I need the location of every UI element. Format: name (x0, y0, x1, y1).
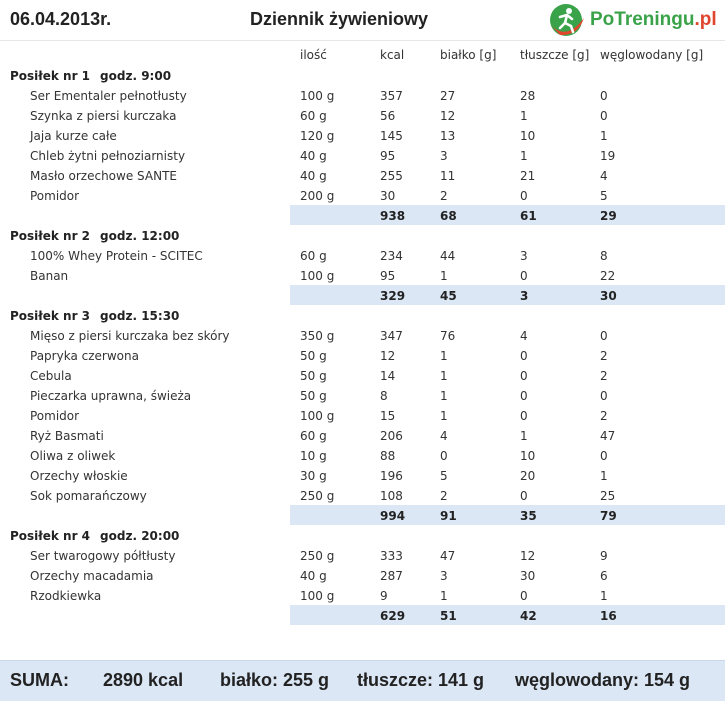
food-carbs: 0 (600, 449, 608, 463)
food-name: Sok pomarańczowy (30, 489, 147, 503)
table-row (0, 325, 725, 345)
food-protein: 27 (440, 89, 456, 103)
food-kcal: 95 (380, 269, 396, 283)
food-qty: 60 g (300, 429, 327, 443)
food-protein: 47 (440, 549, 456, 563)
total-kcal: 329 (380, 289, 406, 303)
total-protein: 91 (440, 509, 457, 523)
food-fat: 0 (520, 389, 528, 403)
food-protein: 1 (440, 269, 448, 283)
food-kcal: 357 (380, 89, 403, 103)
food-carbs: 0 (600, 389, 608, 403)
total-fat: 42 (520, 609, 537, 623)
food-kcal: 30 (380, 189, 396, 203)
total-protein: 68 (440, 209, 457, 223)
table-row (0, 145, 725, 165)
food-carbs: 2 (600, 369, 608, 383)
table-row (0, 405, 725, 425)
food-qty: 100 g (300, 269, 335, 283)
food-protein: 12 (440, 109, 456, 123)
food-name: Cebula (30, 369, 72, 383)
food-qty: 50 g (300, 369, 327, 383)
meal-header: Posiłek nr 2 godz. 12:00 (10, 229, 180, 243)
total-kcal: 994 (380, 509, 406, 523)
food-carbs: 1 (600, 129, 608, 143)
food-protein: 44 (440, 249, 456, 263)
food-kcal: 255 (380, 169, 403, 183)
food-qty: 100 g (300, 409, 335, 423)
table-row (0, 85, 725, 105)
food-qty: 250 g (300, 549, 335, 563)
summary-label: SUMA: (10, 670, 69, 690)
food-name: Pomidor (30, 189, 80, 203)
food-kcal: 196 (380, 469, 403, 483)
food-name: Orzechy macadamia (30, 569, 154, 583)
food-protein: 1 (440, 589, 448, 603)
food-kcal: 12 (380, 349, 396, 363)
food-carbs: 2 (600, 409, 608, 423)
food-fat: 0 (520, 369, 528, 383)
food-carbs: 0 (600, 109, 608, 123)
food-name: Ser twarogowy półtłusty (30, 549, 176, 563)
total-kcal: 938 (380, 209, 406, 223)
potreningu-logo[interactable] (548, 2, 717, 38)
food-fat: 0 (520, 189, 528, 203)
food-carbs: 4 (600, 169, 608, 183)
food-protein: 1 (440, 369, 448, 383)
food-fat: 0 (520, 489, 528, 503)
food-name: Ryż Basmati (30, 429, 104, 443)
food-kcal: 56 (380, 109, 396, 123)
food-kcal: 333 (380, 549, 403, 563)
header (0, 0, 725, 41)
food-protein: 3 (440, 569, 448, 583)
food-qty: 30 g (300, 469, 327, 483)
table-row (0, 245, 725, 265)
food-kcal: 108 (380, 489, 403, 503)
meal-header: Posiłek nr 1 godz. 9:00 (10, 69, 172, 83)
food-carbs: 19 (600, 149, 616, 163)
table-row (0, 365, 725, 385)
food-name: Masło orzechowe SANTE (30, 169, 177, 183)
summary-kcal: 2890 kcal (103, 670, 184, 690)
food-qty: 10 g (300, 449, 327, 463)
food-name: Szynka z piersi kurczaka (30, 109, 177, 123)
food-carbs: 2 (600, 349, 608, 363)
food-fat: 10 (520, 129, 536, 143)
meal-total-row (290, 205, 725, 225)
food-fat: 12 (520, 549, 536, 563)
food-name: Pieczarka uprawna, świeża (30, 389, 192, 403)
food-name: 100% Whey Protein - SCITEC (30, 249, 203, 263)
food-qty: 40 g (300, 569, 327, 583)
food-name: Rzodkiewka (30, 589, 102, 603)
food-kcal: 9 (380, 589, 388, 603)
column-header-qty: ilość (300, 48, 327, 62)
meal-total-row (290, 505, 725, 525)
total-carbs: 79 (600, 509, 617, 523)
food-kcal: 8 (380, 389, 388, 403)
column-header-fat: tłuszcze [g] (520, 48, 590, 62)
food-carbs: 25 (600, 489, 616, 503)
food-kcal: 95 (380, 149, 396, 163)
table-row (0, 185, 725, 205)
table-row (0, 265, 725, 285)
total-carbs: 16 (600, 609, 617, 623)
food-carbs: 1 (600, 469, 608, 483)
meal-total-row (290, 285, 725, 305)
column-header-kcal: kcal (380, 48, 405, 62)
food-name: Banan (30, 269, 69, 283)
food-name: Jaja kurze całe (30, 129, 117, 143)
food-qty: 100 g (300, 589, 335, 603)
food-protein: 13 (440, 129, 456, 143)
food-carbs: 8 (600, 249, 608, 263)
food-qty: 250 g (300, 489, 335, 503)
food-carbs: 9 (600, 549, 608, 563)
food-qty: 50 g (300, 349, 327, 363)
total-fat: 3 (520, 289, 529, 303)
food-protein: 0 (440, 449, 448, 463)
food-name: Orzechy włoskie (30, 469, 128, 483)
food-qty: 60 g (300, 109, 327, 123)
summary-carbs: węglowodany: 154 g (515, 670, 691, 690)
table-row (0, 385, 725, 405)
meal-total-row (290, 605, 725, 625)
total-kcal: 629 (380, 609, 406, 623)
food-protein: 2 (440, 189, 448, 203)
summary-fat: tłuszcze: 141 g (357, 670, 485, 690)
food-qty: 60 g (300, 249, 327, 263)
food-qty: 200 g (300, 189, 335, 203)
food-qty: 40 g (300, 169, 327, 183)
total-fat: 35 (520, 509, 537, 523)
food-qty: 350 g (300, 329, 335, 343)
table-row (0, 465, 725, 485)
food-protein: 5 (440, 469, 448, 483)
food-name: Oliwa z oliwek (30, 449, 116, 463)
food-kcal: 234 (380, 249, 403, 263)
food-protein: 2 (440, 489, 448, 503)
meal-header: Posiłek nr 4 godz. 20:00 (10, 529, 180, 543)
food-kcal: 145 (380, 129, 403, 143)
food-fat: 21 (520, 169, 536, 183)
food-carbs: 1 (600, 589, 608, 603)
table-row (0, 565, 725, 585)
food-kcal: 88 (380, 449, 396, 463)
food-name: Papryka czerwona (30, 349, 139, 363)
food-fat: 28 (520, 89, 536, 103)
summary-protein: białko: 255 g (220, 670, 330, 690)
food-qty: 50 g (300, 389, 327, 403)
food-protein: 11 (440, 169, 456, 183)
column-header-protein: białko [g] (440, 48, 497, 62)
food-fat: 0 (520, 409, 528, 423)
food-protein: 1 (440, 409, 448, 423)
food-name: Ser Ementaler pełnotłusty (30, 89, 187, 103)
food-fat: 30 (520, 569, 536, 583)
food-protein: 4 (440, 429, 448, 443)
total-fat: 61 (520, 209, 537, 223)
food-fat: 0 (520, 269, 528, 283)
food-fat: 20 (520, 469, 536, 483)
table-row (0, 425, 725, 445)
food-kcal: 287 (380, 569, 403, 583)
total-carbs: 30 (600, 289, 617, 303)
table-row (0, 445, 725, 465)
table-row (0, 545, 725, 565)
food-name: Mięso z piersi kurczaka bez skóry (30, 329, 230, 343)
table-row (0, 165, 725, 185)
food-carbs: 5 (600, 189, 608, 203)
food-kcal: 347 (380, 329, 403, 343)
food-fat: 3 (520, 249, 528, 263)
food-fat: 1 (520, 429, 528, 443)
total-carbs: 29 (600, 209, 617, 223)
food-qty: 120 g (300, 129, 335, 143)
food-protein: 76 (440, 329, 456, 343)
daily-summary-bar (0, 660, 725, 701)
table-row (0, 345, 725, 365)
food-qty: 100 g (300, 89, 335, 103)
diary-date: 06.04.2013r. (10, 9, 112, 29)
food-fat: 0 (520, 349, 528, 363)
table-row (0, 485, 725, 505)
logo-text: PoTreningu.pl (590, 9, 717, 30)
food-fat: 1 (520, 109, 528, 123)
food-fat: 10 (520, 449, 536, 463)
food-fat: 0 (520, 589, 528, 603)
food-name: Chleb żytni pełnoziarnisty (30, 149, 186, 163)
food-protein: 1 (440, 389, 448, 403)
food-kcal: 15 (380, 409, 396, 423)
runner-logo-icon (548, 2, 586, 38)
table-row (0, 105, 725, 125)
total-protein: 51 (440, 609, 457, 623)
food-qty: 40 g (300, 149, 327, 163)
food-carbs: 22 (600, 269, 616, 283)
page-title: Dziennik żywieniowy (250, 9, 429, 29)
food-name: Pomidor (30, 409, 80, 423)
food-protein: 3 (440, 149, 448, 163)
table-row (0, 585, 725, 605)
food-carbs: 47 (600, 429, 616, 443)
food-carbs: 0 (600, 89, 608, 103)
food-carbs: 6 (600, 569, 608, 583)
food-protein: 1 (440, 349, 448, 363)
table-row (0, 125, 725, 145)
food-fat: 1 (520, 149, 528, 163)
total-protein: 45 (440, 289, 457, 303)
food-fat: 4 (520, 329, 528, 343)
food-carbs: 0 (600, 329, 608, 343)
meal-header: Posiłek nr 3 godz. 15:30 (10, 309, 180, 323)
column-header-carbs: węglowodany [g] (600, 48, 704, 62)
food-kcal: 206 (380, 429, 403, 443)
food-kcal: 14 (380, 369, 396, 383)
